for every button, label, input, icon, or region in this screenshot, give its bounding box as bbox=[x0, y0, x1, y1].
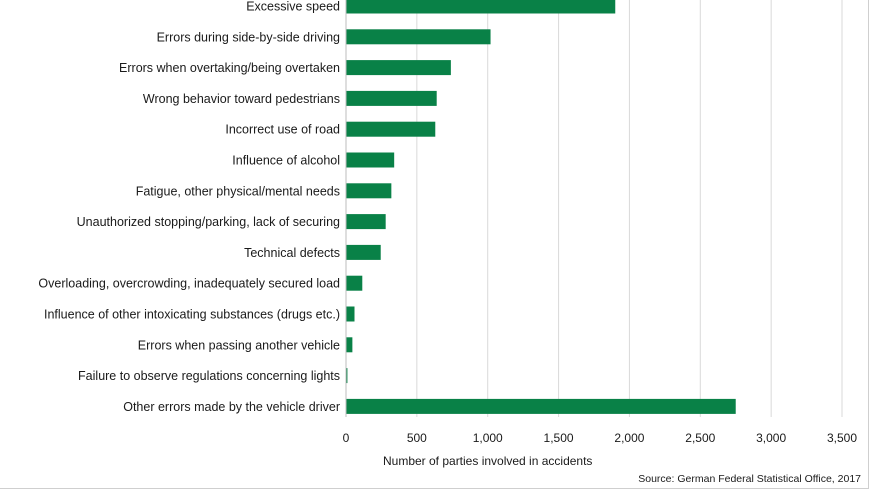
x-tick-label: 1,500 bbox=[543, 431, 574, 445]
category-label: Influence of other intoxicating substances (drugs etc.) bbox=[44, 307, 340, 322]
gridlines bbox=[417, 0, 842, 417]
x-tick-label: 0 bbox=[342, 431, 350, 445]
bar bbox=[346, 91, 437, 106]
x-tick-label: 500 bbox=[406, 431, 427, 445]
bar bbox=[346, 183, 391, 198]
x-tick-label: 3,000 bbox=[756, 431, 787, 445]
category-label: Incorrect use of road bbox=[225, 122, 340, 137]
bar bbox=[346, 29, 491, 44]
bar bbox=[346, 307, 355, 322]
x-tick-labels bbox=[343, 431, 858, 445]
bar bbox=[346, 337, 352, 352]
category-label: Fatigue, other physical/mental needs bbox=[135, 184, 340, 199]
category-label: Failure to observe regulations concerning lights bbox=[78, 369, 340, 384]
category-label: Overloading, overcrowding, inadequately secured load bbox=[38, 276, 340, 291]
category-label: Wrong behavior toward pedestrians bbox=[142, 91, 340, 106]
category-label: Excessive speed bbox=[246, 0, 340, 14]
category-label: Influence of alcohol bbox=[232, 153, 340, 168]
x-tick-label: 1,000 bbox=[472, 431, 503, 445]
x-tick-label: 2,500 bbox=[685, 431, 716, 445]
bar bbox=[346, 399, 736, 414]
x-tick-label: 2,000 bbox=[614, 431, 645, 445]
category-label: Unauthorized stopping/parking, lack of securing bbox=[76, 215, 340, 230]
bar bbox=[346, 153, 394, 168]
bar bbox=[346, 276, 362, 291]
bars bbox=[346, 0, 736, 414]
bar bbox=[346, 0, 615, 14]
bar bbox=[346, 214, 386, 229]
category-label: Other errors made by the vehicle driver bbox=[123, 399, 340, 414]
source-note: Source: German Federal Statistical Office, 2017 bbox=[638, 473, 861, 485]
bar bbox=[346, 60, 451, 75]
category-labels bbox=[38, 0, 340, 414]
x-tick-label: 3,500 bbox=[826, 431, 858, 445]
category-label: Technical defects bbox=[244, 245, 340, 260]
category-label: Errors during side-by-side driving bbox=[156, 30, 340, 45]
bar bbox=[346, 245, 381, 260]
x-axis-title: Number of parties involved in accidents bbox=[382, 454, 593, 468]
bar bbox=[346, 122, 435, 137]
category-label: Errors when overtaking/being overtaken bbox=[119, 61, 340, 76]
category-label: Errors when passing another vehicle bbox=[137, 338, 340, 353]
